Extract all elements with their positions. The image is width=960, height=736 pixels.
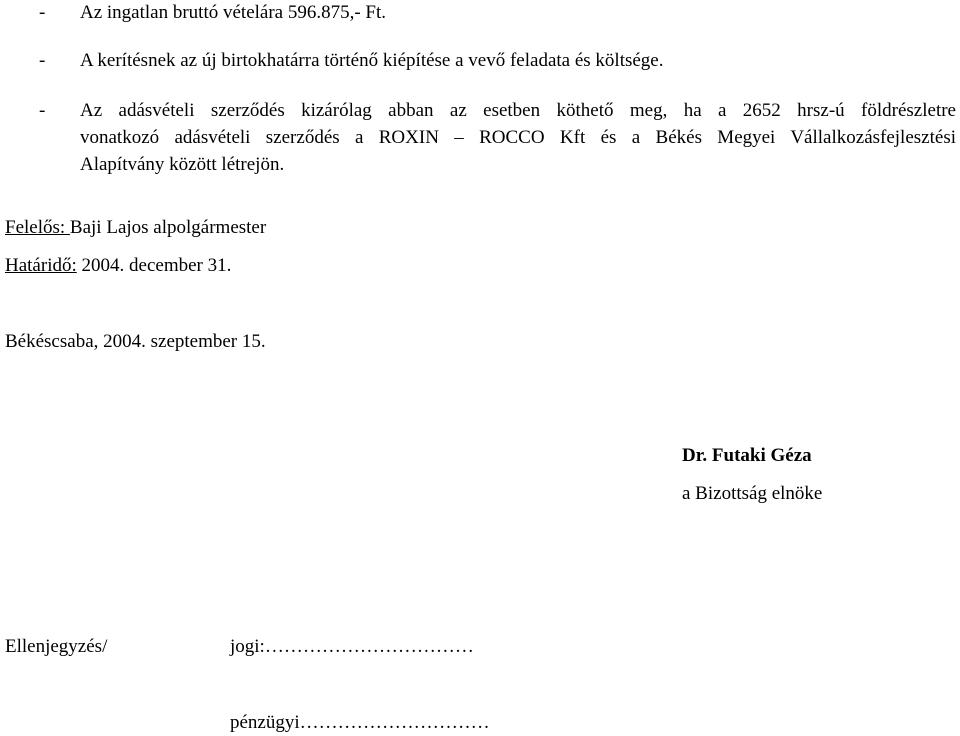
bullet-dash: - — [39, 100, 46, 121]
bullet-text-line: Alapítvány között létrejön. — [80, 154, 285, 175]
deadline-label: Határidő: — [5, 255, 77, 276]
place-date: Békéscsaba, 2004. szeptember 15. — [5, 331, 266, 352]
deadline-value: 2004. december 31. — [76, 255, 232, 276]
bullet-dash: - — [39, 50, 46, 71]
responsible-label: Felelős: — [5, 217, 70, 238]
countersign-legal: jogi:…………………………… — [230, 636, 474, 657]
countersign-financial: pénzügyi………………………… — [230, 712, 490, 733]
deadline-line — [5, 256, 231, 275]
signatory-title: a Bizottság elnöke — [682, 483, 823, 504]
bullet-dash: - — [39, 2, 46, 23]
responsible-line — [5, 218, 266, 237]
bullet-text: Az ingatlan bruttó vételára 596.875,- Ft. — [80, 2, 387, 23]
bullet-text-line: vonatkozó adásvételi szerződés a ROXIN – ROCCO Kft és a Békés Megyei Vállalkozásfejlesztési — [80, 127, 956, 148]
signatory-name: Dr. Futaki Géza — [682, 445, 812, 466]
countersign-label: Ellenjegyzés/ — [5, 636, 108, 657]
responsible-value: Baji Lajos alpolgármester — [69, 217, 267, 238]
bullet-text-line: Az adásvételi szerződés kizárólag abban az esetben köthető meg, ha a 2652 hrsz-ú földrészletre — [80, 100, 956, 121]
bullet-text: A kerítésnek az új birtokhatárra történő kiépítése a vevő feladata és költsége. — [80, 50, 664, 71]
